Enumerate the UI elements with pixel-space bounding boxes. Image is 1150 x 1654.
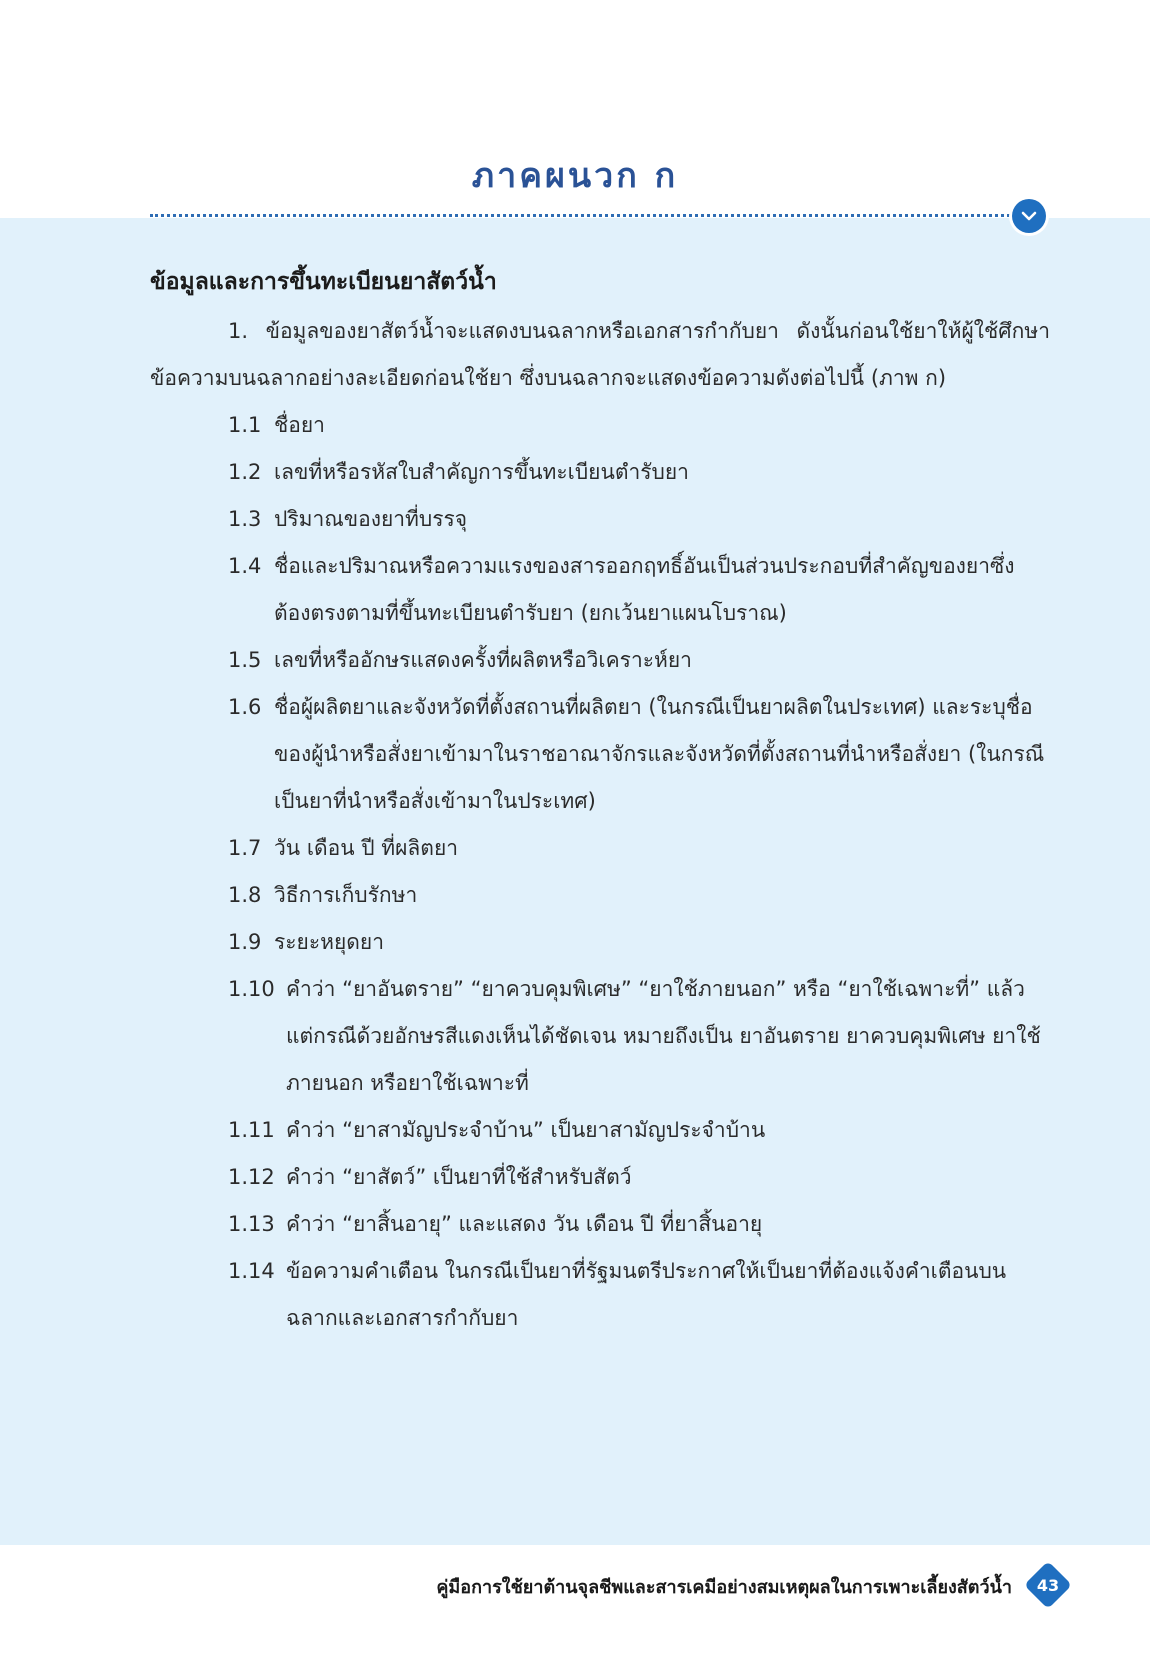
chevron-down-icon — [1012, 199, 1046, 233]
page-footer — [0, 1560, 1150, 1610]
content — [150, 262, 1050, 1342]
list-item — [228, 1248, 1050, 1342]
list-item — [228, 872, 1050, 919]
item-text: ชื่อและปริมาณหรือความแรงของสารออกฤทธิ์อันเป็นส่วนประกอบที่สำคัญของยาซึ่งต้องตรงตามที่ขึ้นทะเบียนตำรับยา (ยกเว้นยาแผนโบราณ) — [274, 554, 1015, 625]
item-number: 1.13 — [228, 1212, 275, 1236]
item-text: ระยะหยุดยา — [274, 930, 385, 954]
item-number: 1.1 — [228, 413, 262, 437]
list-item — [228, 637, 1050, 684]
list-item — [228, 966, 1050, 1107]
item-number: 1.2 — [228, 460, 262, 484]
item-text: ชื่อผู้ผลิตยาและจังหวัดที่ตั้งสถานที่ผลิตยา (ในกรณีเป็นยาผลิตในประเทศ) และระบุชื่อของผู้นำหรือสั่งยาเข้ามาในราชอาณาจักรและจังหวัดที่ตั้งสถานที่นำหรือสั่งยา (ในกรณีเป็นยาที่นำหรือสั่งเข้ามาในประเทศ) — [274, 695, 1045, 813]
dotted-divider — [150, 214, 1010, 217]
item-number: 1.7 — [228, 836, 262, 860]
item-number: 1.4 — [228, 554, 262, 578]
list-item — [228, 402, 1050, 449]
list-item — [228, 543, 1050, 637]
section-heading: ข้อมูลและการขึ้นทะเบียนยาสัตว์น้ำ — [150, 269, 497, 295]
intro-paragraph — [150, 308, 1050, 402]
page-number: 43 — [1036, 1575, 1060, 1595]
item-text: ปริมาณของยาที่บรรจุ — [274, 507, 468, 531]
list-item — [228, 825, 1050, 872]
item-text: คำว่า “ยาอันตราย” “ยาควบคุมพิเศษ” “ยาใช้ภายนอก” หรือ “ยาใช้เฉพาะที่” แล้วแต่กรณีด้วยอักษรสีแดงเห็นได้ชัดเจน หมายถึงเป็น ยาอันตราย ยาควบคุมพิเศษ ยาใช้ภายนอก หรือยาใช้เฉพาะที่ — [286, 977, 1041, 1095]
list-item — [228, 919, 1050, 966]
label-items-list — [150, 402, 1050, 1342]
book-title: คู่มือการใช้ยาต้านจุลชีพและสารเคมีอย่างสมเหตุผลในการเพาะเลี้ยงสัตว์น้ำ — [436, 1577, 1012, 1598]
item-number: 1.3 — [228, 507, 262, 531]
item-number: 1.5 — [228, 648, 262, 672]
list-item — [228, 1154, 1050, 1201]
item-text: คำว่า “ยาสิ้นอายุ” และแสดง วัน เดือน ปี ที่ยาสิ้นอายุ — [286, 1212, 763, 1236]
item-text: ชื่อยา — [274, 413, 325, 437]
list-item — [228, 1201, 1050, 1248]
item-text: คำว่า “ยาสัตว์” เป็นยาที่ใช้สำหรับสัตว์ — [286, 1165, 632, 1189]
item-text: วิธีการเก็บรักษา — [274, 883, 418, 907]
item-text: ข้อความคำเตือน ในกรณีเป็นยาที่รัฐมนตรีประกาศให้เป็นยาที่ต้องแจ้งคำเตือนบนฉลากและเอกสารกำกับยา — [286, 1259, 1007, 1330]
page-title: ภาคผนวก ก — [471, 156, 679, 196]
item-number: 1.11 — [228, 1118, 275, 1142]
item-text: เลขที่หรืออักษรแสดงครั้งที่ผลิตหรือวิเคราะห์ยา — [274, 648, 692, 672]
item-text: คำว่า “ยาสามัญประจำบ้าน” เป็นยาสามัญประจำบ้าน — [286, 1118, 766, 1142]
item-number: 1.14 — [228, 1259, 275, 1283]
list-item — [228, 684, 1050, 825]
item-number: 1.6 — [228, 695, 262, 719]
item-number: 1.10 — [228, 977, 275, 1001]
list-item — [228, 1107, 1050, 1154]
item-text: วัน เดือน ปี ที่ผลิตยา — [274, 836, 459, 860]
item-number: 1.9 — [228, 930, 262, 954]
list-item — [228, 496, 1050, 543]
item-number: 1.12 — [228, 1165, 275, 1189]
item-number: 1.8 — [228, 883, 262, 907]
intro-text: 1. ข้อมูลของยาสัตว์น้ำจะแสดงบนฉลากหรือเอกสารกำกับยา ดังนั้นก่อนใช้ยาให้ผู้ใช้ศึกษาข้อความบนฉลากอย่างละเอียดก่อนใช้ยา ซึ่งบนฉลากจะแสดงข้อความดังต่อไปนี้ (ภาพ ก) — [150, 319, 1050, 390]
list-item — [228, 449, 1050, 496]
item-text: เลขที่หรือรหัสใบสำคัญการขึ้นทะเบียนตำรับยา — [274, 460, 689, 484]
